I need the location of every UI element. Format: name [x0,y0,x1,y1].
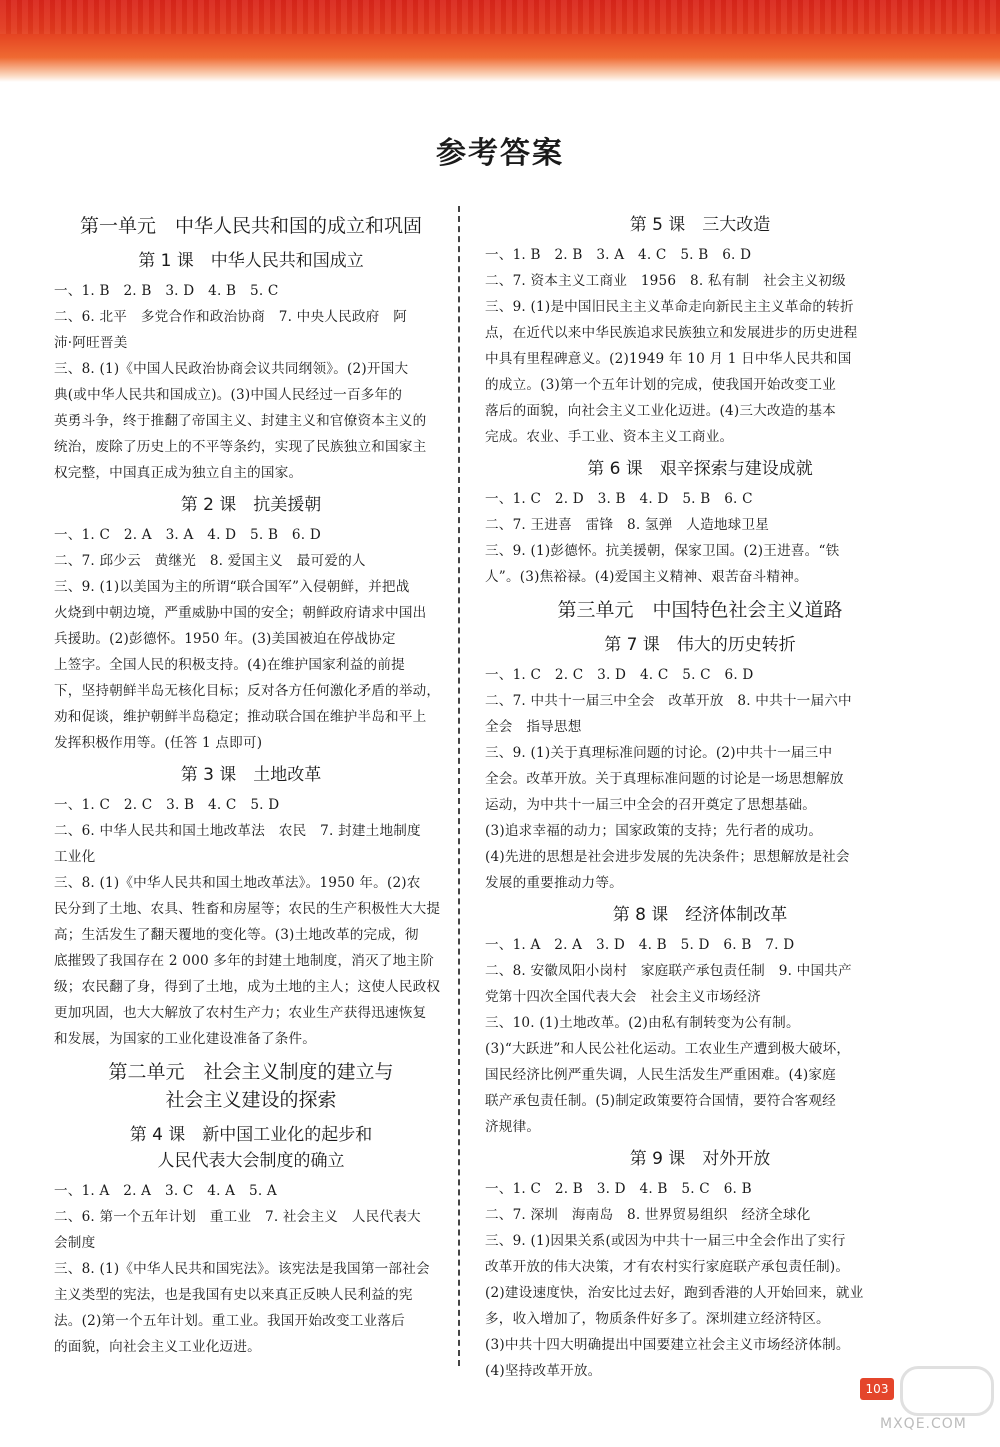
lesson-heading: 第 6 课 艰辛探索与建设成就 [587,459,813,479]
answer-line: 三、8. (1)《中华人民共和国宪法》。该宪法是我国第一部社会 [54,1261,430,1277]
answer-line: (3)追求幸福的动力；国家政策的支持；先行者的成功。 [485,823,823,839]
answer-line: 一、1. A 2. A 3. D 4. B 5. D 6. B 7. D [485,937,795,953]
answer-line: 统治，废除了历史上的不平等条约，实现了民族独立和国家主 [54,439,427,455]
answer-line: 三、8. (1)《中国人民政治协商会议共同纲领》。(2)开国大 [54,361,409,377]
top-banner [0,0,1000,82]
answer-line: (3)“大跃进”和人民公社化运动。工农业生产遭到极大破坏， [485,1041,851,1057]
lesson-heading: 第 8 课 经济体制改革 [612,905,788,925]
answer-line: 二、6. 北平 多党合作和政治协商 7. 中央人民政府 阿 [54,309,408,325]
answer-line: 联产承包责任制。(5)制定政策要符合国情，要符合客观经 [485,1093,836,1109]
answer-line: 英勇斗争，终于推翻了帝国主义、封建主义和官僚资本主义的 [54,413,427,429]
answer-line: 落后的面貌，向社会主义工业化迈进。(4)三大改造的基本 [485,403,836,419]
unit-heading: 第二单元 社会主义制度的建立与 社会主义建设的探索 [108,1061,394,1111]
answer-line: 全会 指导思想 [485,719,582,735]
answer-line: 一、1. C 2. D 3. B 4. D 5. B 6. C [485,491,753,507]
answer-line: 完成。农业、手工业、资本主义工商业。 [485,429,734,445]
answer-line: 三、9. (1)关于真理标准问题的讨论。(2)中共十一届三中 [485,745,833,761]
answer-line: (4)坚持改革开放。 [485,1363,602,1379]
answer-line: 二、8. 安徽凤阳小岗村 家庭联产承包责任制 9. 中国共产 [485,963,852,979]
answer-line: 三、8. (1)《中华人民共和国土地改革法》。1950 年。(2)农 [54,875,421,891]
answer-line: 三、9. (1)是中国旧民主主义革命走向新民主主义革命的转折 [485,299,854,315]
answer-line: 一、1. C 2. C 3. D 4. C 5. C 6. D [485,667,754,683]
lesson-heading: 第 1 课 中华人民共和国成立 [138,251,364,271]
answer-line: 二、6. 中华人民共和国土地改革法 农民 7. 封建土地制度 [54,823,421,839]
answer-line: 典(或中华人民共和国成立)。(3)中国人民经过一百多年的 [54,387,403,403]
answer-line: 火烧到中朝边境，严重威胁中国的安全；朝鲜政府请求中国出 [54,605,427,621]
lesson-heading: 第 3 课 土地改革 [180,765,322,785]
logo-mark-icon [900,1366,994,1416]
answer-line: 级；农民翻了身，得到了土地，成为土地的主人；这使人民政权 [54,979,441,995]
answer-line: 工业化 [54,849,96,865]
answer-line: 高；生活发生了翻天覆地的变化等。(3)土地改革的完成，彻 [54,927,419,943]
answer-line: 沛·阿旺晋美 [54,335,128,351]
watermark: MXQE.COM [880,1416,967,1432]
answer-line: 二、7. 邱少云 黄继光 8. 爱国主义 最可爱的人 [54,553,366,569]
answer-line: 二、7. 中共十一届三中全会 改革开放 8. 中共十一届六中 [485,693,852,709]
left-column [54,206,448,1360]
answer-line: 改革开放的伟大决策，才有农村实行家庭联产承包责任制)。 [485,1259,850,1275]
answer-line: 上签字。全国人民的积极支持。(4)在维护国家利益的前提 [54,657,405,673]
unit-heading: 第三单元 中国特色社会主义道路 [557,599,843,621]
answer-line: 人”。(3)焦裕禄。(4)爱国主义精神、艰苦奋斗精神。 [485,569,808,585]
answer-line: 法。(2)第一个五年计划。重工业。我国开始改变工业落后 [54,1313,405,1329]
answer-line: 一、1. B 2. B 3. D 4. B 5. C [54,283,279,299]
page-title: 参考答案 [436,136,564,171]
answer-line: 三、9. (1)彭德怀。抗美援朝，保家卫国。(2)王进喜。“铁 [485,543,840,559]
answer-line: 一、1. B 2. B 3. A 4. C 5. B 6. D [485,247,752,263]
answer-line: 一、1. C 2. C 3. B 4. C 5. D [54,797,280,813]
answer-line: 全会。改革开放。关于真理标准问题的讨论是一场思想解放 [485,771,844,787]
answer-line: 运动，为中共十一届三中全会的召开奠定了思想基础。 [485,797,817,813]
answer-line: 下，坚持朝鲜半岛无核化目标；反对各方任何激化矛盾的举动， [54,683,441,699]
answer-line: 和发展，为国家的工业化建设准备了条件。 [54,1031,317,1047]
unit-heading: 第一单元 中华人民共和国的成立和巩固 [79,215,422,237]
lesson-heading: 第 4 课 新中国工业化的起步和 人民代表大会制度的确立 [129,1125,373,1171]
answer-line: 民分到了土地、农具、牲畜和房屋等；农民的生产积极性大大提 [54,901,441,917]
answer-logo [860,1366,990,1412]
lesson-heading: 第 9 课 对外开放 [629,1149,771,1169]
answer-line: 底摧毁了我国存在 2 000 多年的封建土地制度，消灭了地主阶 [54,953,435,969]
answer-line: 二、7. 王进喜 雷锋 8. 氢弹 人造地球卫星 [485,517,770,533]
answer-line: 的成立。(3)第一个五年计划的完成，使我国开始改变工业 [485,377,836,393]
answer-line: 二、7. 深圳 海南岛 8. 世界贸易组织 经济全球化 [485,1207,811,1223]
answer-line: 多，收入增加了，物质条件好多了。深圳建立经济特区。 [485,1311,830,1327]
answer-line: 一、1. A 2. A 3. C 4. A 5. A [54,1183,277,1199]
answer-line: 主义类型的宪法，也是我国有史以来真正反映人民利益的宪 [54,1287,413,1303]
answer-line: 会制度 [54,1235,96,1251]
answer-line: 更加巩固，也大大解放了农村生产力；农业生产获得迅速恢复 [54,1005,427,1021]
answer-line: 三、10. (1)土地改革。(2)由私有制转变为公有制。 [485,1015,800,1031]
answer-line: 点，在近代以来中华民族追求民族独立和发展进步的历史进程 [485,325,858,341]
lesson-heading: 第 7 课 伟大的历史转折 [604,635,796,655]
answer-line: 三、9. (1)以美国为主的所谓“联合国军”入侵朝鲜，并把战 [54,579,410,595]
answer-line: 发展的重要推动力等。 [485,875,623,891]
answer-line: 一、1. C 2. B 3. D 4. B 5. C 6. B [485,1181,752,1197]
lesson-heading: 第 2 课 抗美援朝 [180,495,322,515]
answer-line: (2)建设速度快，治安比过去好，跑到香港的人开始回来，就业 [485,1285,864,1301]
answer-line: 劝和促谈，维护朝鲜半岛稳定；推动联合国在维护半岛和平上 [54,709,427,725]
answer-line: 的面貌，向社会主义工业化迈进。 [54,1339,261,1355]
answer-line: 党第十四次全国代表大会 社会主义市场经济 [485,989,761,1005]
page-number-badge: 103 [860,1378,894,1400]
answer-line: 二、6. 第一个五年计划 重工业 7. 社会主义 人民代表大 [54,1209,421,1225]
answer-line: 济规律。 [485,1119,541,1135]
lesson-heading: 第 5 课 三大改造 [629,215,771,235]
answer-line: 三、9. (1)因果关系(或因为中共十一届三中全会作出了实行 [485,1233,846,1249]
answer-line: 兵援助。(2)彭德怀。1950 年。(3)美国被迫在停战协定 [54,631,396,647]
column-divider [458,206,460,1366]
answer-line: (4)先进的思想是社会进步发展的先决条件；思想解放是社会 [485,849,850,865]
answer-line: 一、1. C 2. A 3. A 4. D 5. B 6. D [54,527,321,543]
right-column [485,206,915,1384]
answer-line: 权完整，中国真正成为独立自主的国家。 [54,465,303,481]
answer-line: 二、7. 资本主义工商业 1956 8. 私有制 社会主义初级 [485,273,846,289]
answer-line: (3)中共十四大明确提出中国要建立社会主义市场经济体制。 [485,1337,850,1353]
answer-line: 国民经济比例严重失调，人民生活发生严重困难。(4)家庭 [485,1067,836,1083]
answer-line: 发挥积极作用等。(任答 1 点即可) [54,735,263,751]
answer-line: 中具有里程碑意义。(2)1949 年 10 月 1 日中华人民共和国 [485,351,852,367]
